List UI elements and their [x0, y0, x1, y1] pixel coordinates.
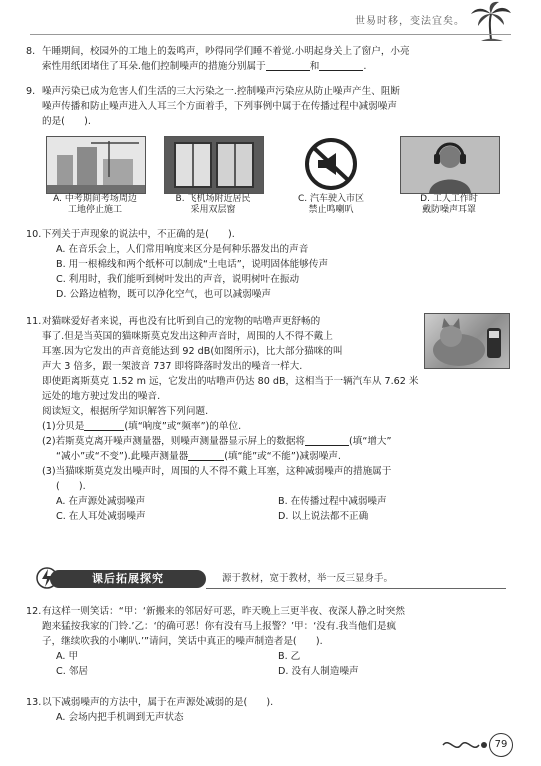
sub-question-1-hint: (填“响度”或“频率”)的单位.: [124, 421, 242, 432]
option-b[interactable]: B. 乙: [278, 651, 301, 662]
double-window-image: [164, 136, 264, 194]
banner-underline: [206, 588, 506, 589]
option-d[interactable]: D. 没有人制造噪声: [278, 666, 359, 677]
section-slogan: 源于教材，宽于教材，举一反三显身手。: [222, 573, 394, 584]
answer-blank[interactable]: [319, 59, 363, 71]
worker-earmuff-image: [400, 136, 500, 194]
palm-tree-icon: [469, 0, 513, 42]
option-d[interactable]: D. 以上说法都不正确: [278, 511, 369, 522]
cat-with-noise-meter-image: [424, 313, 510, 369]
passage-line: 事了.但是当英国的猫咪斯莫克发出这种声音时，周围的人不得不戴上: [42, 331, 333, 342]
sub-question-3-bracket: ( ).: [56, 481, 86, 492]
option-caption-d: D. 工人工作时 戴防噪声耳罩: [420, 194, 478, 215]
sub-question-1: (1)分贝是: [42, 421, 85, 432]
question-text: 下列关于声现象的说法中，不正确的是( ).: [42, 229, 235, 240]
page-number: 79: [489, 733, 513, 757]
question-text: 索性用纸团堵住了耳朵.他们控制噪声的措施分别属于: [42, 61, 266, 72]
option-d[interactable]: D. 公路边植物，既可以净化空气，也可以减弱噪声: [56, 289, 271, 300]
question-10: [26, 227, 504, 302]
question-12: [26, 604, 504, 679]
question-number: 11.: [26, 316, 42, 327]
option-b[interactable]: B. 在传播过程中减弱噪声: [278, 496, 387, 507]
question-number: 12.: [26, 606, 42, 617]
option-c[interactable]: C. 邻居: [56, 666, 88, 677]
question-text: 跑来猛按我家的门铃.’乙：‘的确可恶！你有没有马上报警？’甲：‘没有.我当他们是疯: [42, 621, 397, 632]
option-caption-b: B. 飞机场附近居民 采用双层窗: [175, 194, 251, 215]
option-a[interactable]: A. 甲: [56, 651, 79, 662]
answer-blank[interactable]: [188, 449, 224, 461]
question-8: [26, 44, 504, 74]
sub-question-2: (2)若斯莫克离开噪声测量器，则噪声测量器显示屏上的数据将: [42, 436, 306, 447]
option-caption-c: C. 汽车驶入市区 禁止鸣喇叭: [297, 194, 364, 215]
question-text: 的是( ).: [42, 116, 91, 127]
passage-line: 远处的地方驶过发出的噪音.: [42, 391, 161, 402]
question-13: [26, 695, 504, 725]
question-text: 子，继续吹我的小喇叭.’”请问，笑话中真正的噪声制造者是( ).: [42, 636, 323, 647]
section-banner: [36, 566, 506, 592]
answer-blank[interactable]: [266, 59, 310, 71]
option-a[interactable]: A. 会场内把手机调到无声状态: [56, 712, 184, 723]
sub-question-2-hint: “减小”或“不变”).此噪声测量器: [56, 451, 189, 462]
sub-question-2-hint: (填“增大”: [349, 436, 392, 447]
header-divider: [30, 34, 511, 35]
passage-line: 即使距离斯莫克 1.52 m 远，它发出的咕噜声仍达 80 dB，这相当于一辆汽车从 7.62 米: [42, 376, 419, 387]
question-text: 有这样一则笑话：“甲：‘新搬来的邻居好可恶，昨天晚上三更半夜、夜深人静之时突然: [42, 606, 405, 617]
footer-ornament-icon: [441, 735, 489, 755]
passage-line: 阅读短文，根据所学知识解答下列问题.: [42, 406, 209, 417]
question-9: [26, 84, 504, 129]
option-caption-a: A. 中考期间考场周边 工地停止施工: [53, 194, 137, 215]
passage-line: 耳塞.因为它发出的声音竟能达到 92 dB(如图所示)，比大部分猫咪的叫: [42, 346, 343, 357]
option-a[interactable]: A. 在音乐会上，人们常用响度来区分是何种乐器发出的声音: [56, 244, 309, 255]
question-text: .: [363, 61, 367, 72]
sub-question-3: (3)当猫咪斯莫克发出噪声时，周围的人不得不戴上耳塞，这种减弱噪声的措施属于: [42, 466, 392, 477]
question-number: 13.: [26, 697, 42, 708]
construction-site-image: [46, 136, 146, 194]
question-number: 9.: [26, 86, 36, 97]
section-title: 课后拓展探究: [50, 570, 206, 588]
option-b[interactable]: B. 用一根棉线和两个纸杯可以制成“土电话”，说明固体能够传声: [56, 259, 329, 270]
answer-blank[interactable]: [305, 434, 349, 446]
question-number: 10.: [26, 229, 42, 240]
question-text: 噪声污染已成为危害人们生活的三大污染之一.控制噪声污染应从防止噪声产生、阻断: [42, 86, 401, 97]
no-horn-sign-image: [282, 136, 380, 192]
question-text: 和: [309, 61, 320, 72]
passage-line: 声大 3 倍多，跟一架波音 737 即将降落时发出的噪音一样大.: [42, 361, 303, 372]
option-c[interactable]: C. 利用时，我们能听到树叶发出的声音，说明树叶在振动: [56, 274, 300, 285]
option-images: [44, 136, 504, 216]
passage-line: 对猫咪爱好者来说，再也没有比听到自己的宠物的咕噜声更舒畅的: [42, 316, 321, 327]
question-text: 午睡期间，校园外的工地上的轰鸣声，吵得同学们睡不着觉.小明起身关上了窗户，小亮: [42, 46, 410, 57]
answer-blank[interactable]: [84, 419, 124, 431]
sub-question-2-hint: (填“能”或“不能”)减弱噪声.: [224, 451, 341, 462]
option-a[interactable]: A. 在声源处减弱噪声: [56, 496, 146, 507]
question-text: 噪声传播和防止噪声进入人耳三个方面着手，下列事例中属于在传播过程中减弱噪声: [42, 101, 397, 112]
question-number: 8.: [26, 46, 36, 57]
option-c[interactable]: C. 在人耳处减弱噪声: [56, 511, 146, 522]
question-text: 以下减弱噪声的方法中，属于在声源处减弱的是( ).: [42, 697, 274, 708]
header-motto: 世易时移，变法宜矣。: [355, 16, 465, 27]
